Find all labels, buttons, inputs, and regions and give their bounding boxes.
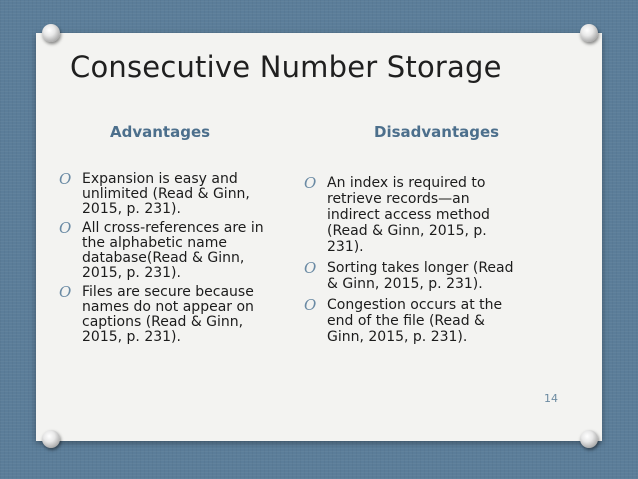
advantages-list: [57, 172, 277, 349]
bullet-o-icon: O: [304, 296, 317, 314]
bullet-o-icon: O: [304, 259, 317, 277]
advantage-item: [57, 172, 277, 217]
advantage-item: [57, 285, 277, 345]
advantage-text: Files are secure because names do not appear on captions (Read & Ginn, 2015, p. 231).: [82, 284, 254, 345]
advantages-heading: Advantages: [110, 123, 211, 141]
advantage-text: Expansion is easy and unlimited (Read & Ginn, 2015, p. 231).: [82, 171, 250, 217]
bullet-o-icon: O: [59, 283, 72, 301]
advantage-item: [57, 221, 277, 281]
bullet-o-icon: O: [59, 170, 72, 188]
bullet-o-icon: O: [304, 174, 317, 192]
advantage-text: All cross-references are in the alphabetic name database(Read & Ginn, 2015, p. 231).: [82, 220, 264, 281]
disadvantages-heading: Disadvantages: [374, 123, 500, 141]
disadvantage-item: [302, 297, 520, 345]
slide-title: Consecutive Number Storage: [70, 50, 502, 84]
disadvantage-item: [302, 175, 520, 255]
thumbtack-icon: [580, 24, 598, 42]
thumbtack-icon: [42, 24, 60, 42]
disadvantage-text: An index is required to retrieve records—an indirect access method (Read & Ginn, 2015, p. 231).: [327, 175, 490, 255]
page-number: 14: [544, 392, 558, 405]
bullet-o-icon: O: [59, 219, 72, 237]
disadvantage-item: [302, 260, 520, 292]
disadvantage-text: Congestion occurs at the end of the file (Read & Ginn, 2015, p. 231).: [327, 297, 503, 345]
disadvantage-text: Sorting takes longer (Read & Ginn, 2015, p. 231).: [327, 260, 514, 292]
disadvantages-list: [302, 175, 520, 350]
thumbtack-icon: [580, 430, 598, 448]
thumbtack-icon: [42, 430, 60, 448]
